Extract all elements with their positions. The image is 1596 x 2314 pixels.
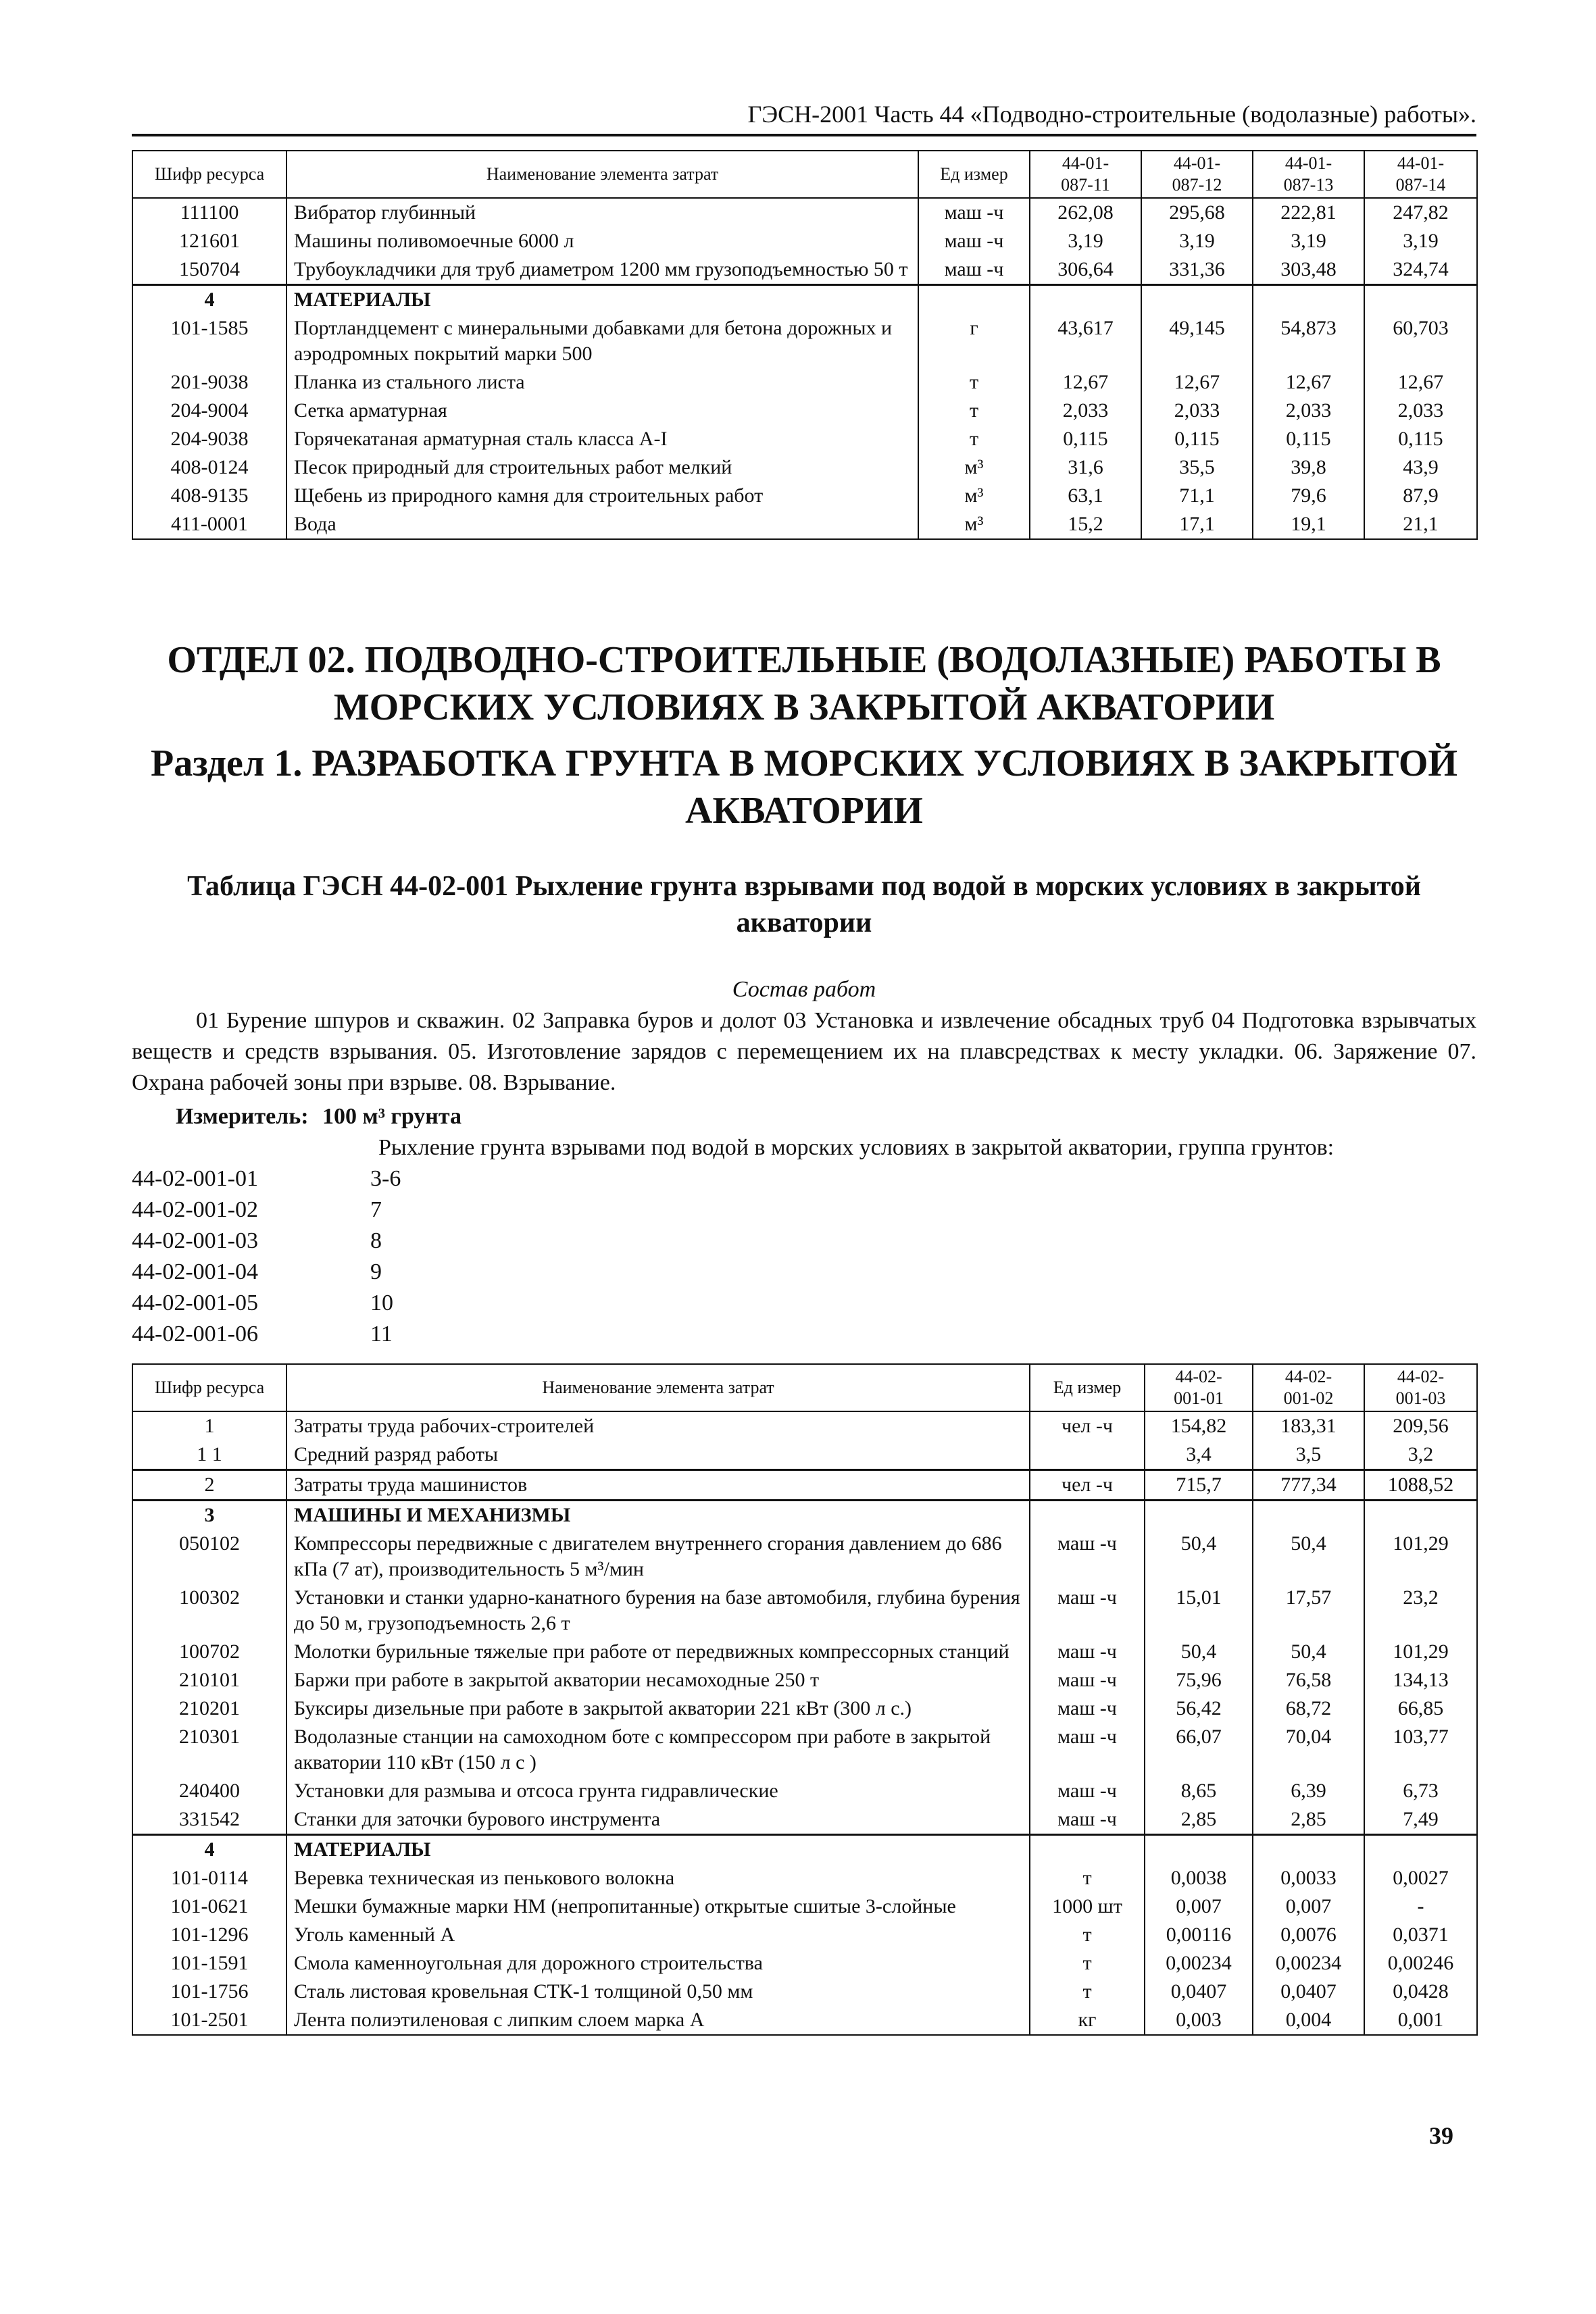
value-cell [1364, 1501, 1477, 1530]
value-cell: 75,96 [1145, 1666, 1253, 1694]
table-row [132, 255, 1477, 285]
value-cell [1145, 1501, 1253, 1530]
value-cell: 715,7 [1145, 1470, 1253, 1501]
resource-code: 050102 [132, 1530, 286, 1584]
group-code: 44-02-001-02 [132, 1197, 258, 1222]
value-cell: 3,19 [1141, 227, 1253, 255]
unit-cell: м³ [918, 482, 1030, 510]
column-header: 44-01- 087-12 [1141, 151, 1253, 198]
value-cell: 71,1 [1141, 482, 1253, 510]
value-cell: 2,033 [1253, 397, 1364, 425]
unit-cell: т [918, 425, 1030, 453]
resource-code: 4 [132, 285, 286, 315]
column-header: 44-01- 087-13 [1253, 151, 1364, 198]
table-row [132, 1584, 1477, 1638]
column-header: 44-01- 087-14 [1364, 151, 1477, 198]
group-value: 9 [370, 1259, 382, 1284]
value-cell: 3,4 [1145, 1440, 1253, 1470]
value-cell: 101,29 [1364, 1638, 1477, 1666]
value-cell: 0,003 [1145, 2006, 1253, 2035]
resource-name: МАТЕРИАЛЫ [286, 1835, 1030, 1865]
value-cell: 183,31 [1253, 1411, 1364, 1440]
page-number: 39 [1429, 2122, 1453, 2149]
value-cell: 0,0076 [1253, 1921, 1364, 1949]
table-row [132, 1777, 1477, 1805]
resource-code: 408-0124 [132, 453, 286, 482]
unit-cell: кг [1030, 2006, 1145, 2035]
value-cell: 31,6 [1030, 453, 1141, 482]
value-cell: 0,00246 [1364, 1949, 1477, 1978]
table-row [132, 1723, 1477, 1777]
value-cell: 262,08 [1030, 198, 1141, 227]
value-cell: 303,48 [1253, 255, 1364, 285]
table-row [132, 510, 1477, 539]
unit-cell: маш -ч [1030, 1584, 1145, 1638]
column-header: Ед измер [1030, 1364, 1145, 1411]
table-row [132, 198, 1477, 227]
value-cell: 50,4 [1145, 1638, 1253, 1666]
value-cell: 76,58 [1253, 1666, 1364, 1694]
value-cell: 21,1 [1364, 510, 1477, 539]
value-cell: 0,007 [1145, 1892, 1253, 1921]
value-cell: 222,81 [1253, 198, 1364, 227]
value-cell: 0,0038 [1145, 1864, 1253, 1892]
value-cell: 324,74 [1364, 255, 1477, 285]
unit-cell: т [1030, 1864, 1145, 1892]
value-cell [1364, 1835, 1477, 1865]
table-row [132, 1411, 1477, 1440]
unit-cell: маш -ч [1030, 1805, 1145, 1835]
value-cell: 23,2 [1364, 1584, 1477, 1638]
unit-cell: маш -ч [1030, 1530, 1145, 1584]
measure-line [176, 1101, 462, 1132]
resource-code: 101-1585 [132, 314, 286, 368]
value-cell: 134,13 [1364, 1666, 1477, 1694]
resource-code: 4 [132, 1835, 286, 1865]
group-code: 44-02-001-03 [132, 1228, 258, 1253]
value-cell: 0,115 [1141, 425, 1253, 453]
resource-name: Горячекатаная арматурная сталь класса А-I [286, 425, 918, 453]
section-row [132, 1501, 1477, 1530]
column-header: Наименование элемента затрат [286, 151, 918, 198]
value-cell: 0,0428 [1364, 1978, 1477, 2006]
value-cell: 43,617 [1030, 314, 1141, 368]
resource-name: Смола каменноугольная для дорожного строительства [286, 1949, 1030, 1978]
resource-name: Сетка арматурная [286, 397, 918, 425]
value-cell: 54,873 [1253, 314, 1364, 368]
value-cell: 0,001 [1364, 2006, 1477, 2035]
table-row [132, 227, 1477, 255]
value-cell: 1088,52 [1364, 1470, 1477, 1501]
value-cell: 3,2 [1364, 1440, 1477, 1470]
value-cell: 3,19 [1030, 227, 1141, 255]
resource-name: МАШИНЫ И МЕХАНИЗМЫ [286, 1501, 1030, 1530]
value-cell: 39,8 [1253, 453, 1364, 482]
table-row [132, 482, 1477, 510]
resource-code: 121601 [132, 227, 286, 255]
column-header: 44-01- 087-11 [1030, 151, 1141, 198]
resource-name: МАТЕРИАЛЫ [286, 285, 918, 315]
resource-name: Вода [286, 510, 918, 539]
unit-cell: маш -ч [1030, 1723, 1145, 1777]
table-row [132, 1892, 1477, 1921]
value-cell: 12,67 [1364, 368, 1477, 397]
value-cell: 0,0371 [1364, 1921, 1477, 1949]
group-value: 8 [370, 1228, 382, 1253]
value-cell: 70,04 [1253, 1723, 1364, 1777]
column-header: Наименование элемента затрат [286, 1364, 1030, 1411]
column-header: 44-02- 001-03 [1364, 1364, 1477, 1411]
value-cell: 295,68 [1141, 198, 1253, 227]
value-cell: 2,85 [1145, 1805, 1253, 1835]
value-cell [1141, 285, 1253, 315]
value-cell: 2,85 [1253, 1805, 1364, 1835]
value-cell: 777,34 [1253, 1470, 1364, 1501]
value-cell: 0,0033 [1253, 1864, 1364, 1892]
value-cell: 2,033 [1364, 397, 1477, 425]
value-cell: 247,82 [1364, 198, 1477, 227]
unit-cell: маш -ч [1030, 1666, 1145, 1694]
value-cell: 6,73 [1364, 1777, 1477, 1805]
resource-code: 100702 [132, 1638, 286, 1666]
resource-code: 408-9135 [132, 482, 286, 510]
value-cell: 0,0027 [1364, 1864, 1477, 1892]
table-heading: Таблица ГЭСН 44-02-001 Рыхление грунта взрывами под водой в морских условиях в закрытой акватории [187, 871, 1421, 938]
resource-name: Машины поливомоечные 6000 л [286, 227, 918, 255]
value-cell [1253, 285, 1364, 315]
table-row [132, 314, 1477, 368]
group-value: 11 [370, 1322, 393, 1347]
column-header: 44-02- 001-02 [1253, 1364, 1364, 1411]
group-code: 44-02-001-04 [132, 1259, 258, 1284]
value-cell: 0,0407 [1145, 1978, 1253, 2006]
value-cell: 17,1 [1141, 510, 1253, 539]
unit-cell: 1000 шт [1030, 1892, 1145, 1921]
value-cell: 15,01 [1145, 1584, 1253, 1638]
value-cell: 3,5 [1253, 1440, 1364, 1470]
section-row [132, 1835, 1477, 1865]
unit-cell [1030, 1440, 1145, 1470]
resource-code: 101-1756 [132, 1978, 286, 2006]
measure-label: Измеритель: [176, 1104, 309, 1129]
resource-name: Сталь листовая кровельная СТК-1 толщиной 0,50 мм [286, 1978, 1030, 2006]
value-cell: 0,0407 [1253, 1978, 1364, 2006]
value-cell: 3,19 [1364, 227, 1477, 255]
groups-caption: Рыхление грунта взрывами под водой в морских условиях в закрытой акватории, группа грунтов: [378, 1135, 1335, 1160]
value-cell: 209,56 [1364, 1411, 1477, 1440]
value-cell: 331,36 [1141, 255, 1253, 285]
value-cell: 12,67 [1253, 368, 1364, 397]
unit-cell: т [1030, 1949, 1145, 1978]
value-cell: 154,82 [1145, 1411, 1253, 1440]
group-value: 10 [370, 1290, 393, 1315]
unit-cell [1030, 1835, 1145, 1865]
value-cell: 0,00234 [1145, 1949, 1253, 1978]
value-cell: 50,4 [1145, 1530, 1253, 1584]
value-cell: 0,00116 [1145, 1921, 1253, 1949]
group-value: 7 [370, 1197, 382, 1222]
value-cell: 306,64 [1030, 255, 1141, 285]
table-row [132, 425, 1477, 453]
unit-cell: т [1030, 1921, 1145, 1949]
resource-name: Планка из стального листа [286, 368, 918, 397]
resource-name: Затраты труда рабочих-строителей [286, 1411, 1030, 1440]
resource-name: Вибратор глубинный [286, 198, 918, 227]
resource-name: Затраты труда машинистов [286, 1470, 1030, 1501]
resource-code: 201-9038 [132, 368, 286, 397]
value-cell: - [1364, 1892, 1477, 1921]
unit-cell: т [918, 368, 1030, 397]
resource-code: 210301 [132, 1723, 286, 1777]
value-cell [1253, 1835, 1364, 1865]
group-code: 44-02-001-01 [132, 1166, 258, 1191]
resource-code: 1 1 [132, 1440, 286, 1470]
resource-code: 101-1296 [132, 1921, 286, 1949]
value-cell: 35,5 [1141, 453, 1253, 482]
table-row [132, 1694, 1477, 1723]
resource-name: Молотки бурильные тяжелые при работе от передвижных компрессорных станций [286, 1638, 1030, 1666]
value-cell: 79,6 [1253, 482, 1364, 510]
resource-name: Трубоукладчики для труб диаметром 1200 мм грузоподъемностью 50 т [286, 255, 918, 285]
resource-table-1 [132, 150, 1478, 540]
value-cell: 103,77 [1364, 1723, 1477, 1777]
unit-cell: т [1030, 1978, 1145, 2006]
resource-name: Компрессоры передвижные с двигателем внутреннего сгорания давлением до 686 кПа (7 ат), производительность 5 м³/мин [286, 1530, 1030, 1584]
work-title: Состав работ [732, 977, 876, 1002]
value-cell: 17,57 [1253, 1584, 1364, 1638]
unit-cell: м³ [918, 453, 1030, 482]
resource-name: Веревка техническая из пенькового волокна [286, 1864, 1030, 1892]
unit-cell: маш -ч [1030, 1638, 1145, 1666]
resource-name: Установки и станки ударно-канатного бурения на базе автомобиля, глубина бурения до 50 м, грузоподъемность 2,6 т [286, 1584, 1030, 1638]
value-cell [1145, 1835, 1253, 1865]
resource-code: 210101 [132, 1666, 286, 1694]
resource-name: Мешки бумажные марки НМ (непропитанные) открытые сшитые 3-слойные [286, 1892, 1030, 1921]
unit-cell: маш -ч [1030, 1694, 1145, 1723]
resource-name: Портландцемент с минеральными добавками для бетона дорожных и аэродромных покрытий марки 500 [286, 314, 918, 368]
unit-cell: чел -ч [1030, 1411, 1145, 1440]
resource-code: 101-0114 [132, 1864, 286, 1892]
value-cell: 0,007 [1253, 1892, 1364, 1921]
value-cell: 0,004 [1253, 2006, 1364, 2035]
table-row [132, 1978, 1477, 2006]
value-cell [1364, 285, 1477, 315]
resource-code: 240400 [132, 1777, 286, 1805]
resource-code: 2 [132, 1470, 286, 1501]
resource-code: 1 [132, 1411, 286, 1440]
column-header: 44-02- 001-01 [1145, 1364, 1253, 1411]
value-cell: 12,67 [1141, 368, 1253, 397]
value-cell [1030, 285, 1141, 315]
unit-cell [1030, 1501, 1145, 1530]
value-cell: 56,42 [1145, 1694, 1253, 1723]
resource-code: 150704 [132, 255, 286, 285]
table-row [132, 1666, 1477, 1694]
resource-code: 101-1591 [132, 1949, 286, 1978]
column-header: Шифр ресурса [132, 151, 286, 198]
unit-cell: м³ [918, 510, 1030, 539]
resource-code: 101-0621 [132, 1892, 286, 1921]
group-code: 44-02-001-05 [132, 1290, 258, 1315]
value-cell: 87,9 [1364, 482, 1477, 510]
unit-cell: маш -ч [918, 198, 1030, 227]
resource-code: 204-9038 [132, 425, 286, 453]
value-cell: 8,65 [1145, 1777, 1253, 1805]
resource-name: Установки для размыва и отсоса грунта гидравлические [286, 1777, 1030, 1805]
value-cell: 19,1 [1253, 510, 1364, 539]
resource-code: 111100 [132, 198, 286, 227]
table-row [132, 368, 1477, 397]
resource-name: Щебень из природного камня для строительных работ [286, 482, 918, 510]
value-cell: 43,9 [1364, 453, 1477, 482]
value-cell: 7,49 [1364, 1805, 1477, 1835]
column-header: Ед измер [918, 151, 1030, 198]
value-cell: 60,703 [1364, 314, 1477, 368]
unit-cell: г [918, 314, 1030, 368]
value-cell: 50,4 [1253, 1530, 1364, 1584]
table-row [132, 1440, 1477, 1470]
resource-code: 411-0001 [132, 510, 286, 539]
column-header: Шифр ресурса [132, 1364, 286, 1411]
resource-name: Баржи при работе в закрытой акватории несамоходные 250 т [286, 1666, 1030, 1694]
table-row [132, 1805, 1477, 1835]
resource-code: 100302 [132, 1584, 286, 1638]
resource-table-2 [132, 1363, 1478, 2036]
table-row [132, 1470, 1477, 1501]
resource-code: 331542 [132, 1805, 286, 1835]
razdel-heading: Раздел 1. РАЗРАБОТКА ГРУНТА В МОРСКИХ УСЛОВИЯХ В ЗАКРЫТОЙ АКВАТОРИИ [151, 743, 1457, 832]
value-cell: 68,72 [1253, 1694, 1364, 1723]
unit-cell: т [918, 397, 1030, 425]
table-row [132, 1638, 1477, 1666]
unit-cell [918, 285, 1030, 315]
table-row [132, 2006, 1477, 2035]
value-cell: 15,2 [1030, 510, 1141, 539]
value-cell: 0,00234 [1253, 1949, 1364, 1978]
value-cell: 12,67 [1030, 368, 1141, 397]
table-row [132, 397, 1477, 425]
table-row [132, 1921, 1477, 1949]
value-cell: 49,145 [1141, 314, 1253, 368]
table-row [132, 1530, 1477, 1584]
group-code: 44-02-001-06 [132, 1322, 258, 1347]
value-cell: 0,115 [1364, 425, 1477, 453]
measure-value: 100 м³ грунта [322, 1104, 462, 1129]
section-row [132, 285, 1477, 315]
work-text: 01 Бурение шпуров и скважин. 02 Заправка буров и долот 03 Установка и извлечение обсадных труб 04 Подготовка взрывчатых веществ и средств взрывания. 05. Изготовление зарядов с перемещением их на плавсредствах к месту укладки. 06. Заряжение 07. Охрана рабочей зоны при взрыве. 08. Взрывание. [132, 1008, 1476, 1095]
table-row [132, 453, 1477, 482]
resource-name: Уголь каменный А [286, 1921, 1030, 1949]
value-cell: 0,115 [1030, 425, 1141, 453]
value-cell: 101,29 [1364, 1530, 1477, 1584]
value-cell: 2,033 [1030, 397, 1141, 425]
value-cell: 3,19 [1253, 227, 1364, 255]
otdel-heading: ОТДЕЛ 02. ПОДВОДНО-СТРОИТЕЛЬНЫЕ (ВОДОЛАЗНЫЕ) РАБОТЫ В МОРСКИХ УСЛОВИЯХ В ЗАКРЫТОЙ АКВАТОРИИ [167, 639, 1441, 728]
resource-name: Водолазные станции на самоходном боте с компрессором при работе в закрытой акватории 110 кВт (150 л с ) [286, 1723, 1030, 1777]
value-cell [1253, 1501, 1364, 1530]
unit-cell: чел -ч [1030, 1470, 1145, 1501]
page-header: ГЭСН-2001 Часть 44 «Подводно-строительные (водолазные) работы». [132, 100, 1476, 136]
resource-name: Станки для заточки бурового инструмента [286, 1805, 1030, 1835]
unit-cell: маш -ч [918, 227, 1030, 255]
resource-code: 3 [132, 1501, 286, 1530]
resource-name: Средний разряд работы [286, 1440, 1030, 1470]
value-cell: 66,07 [1145, 1723, 1253, 1777]
value-cell: 0,115 [1253, 425, 1364, 453]
group-value: 3-6 [370, 1166, 401, 1191]
value-cell: 63,1 [1030, 482, 1141, 510]
value-cell: 6,39 [1253, 1777, 1364, 1805]
resource-name: Лента полиэтиленовая с липким слоем марка А [286, 2006, 1030, 2035]
table-row [132, 1864, 1477, 1892]
resource-code: 101-2501 [132, 2006, 286, 2035]
unit-cell: маш -ч [1030, 1777, 1145, 1805]
resource-name: Буксиры дизельные при работе в закрытой акватории 221 кВт (300 л с.) [286, 1694, 1030, 1723]
value-cell: 66,85 [1364, 1694, 1477, 1723]
value-cell: 50,4 [1253, 1638, 1364, 1666]
resource-name: Песок природный для строительных работ мелкий [286, 453, 918, 482]
value-cell: 2,033 [1141, 397, 1253, 425]
resource-code: 204-9004 [132, 397, 286, 425]
resource-code: 210201 [132, 1694, 286, 1723]
table-row [132, 1949, 1477, 1978]
unit-cell: маш -ч [918, 255, 1030, 285]
